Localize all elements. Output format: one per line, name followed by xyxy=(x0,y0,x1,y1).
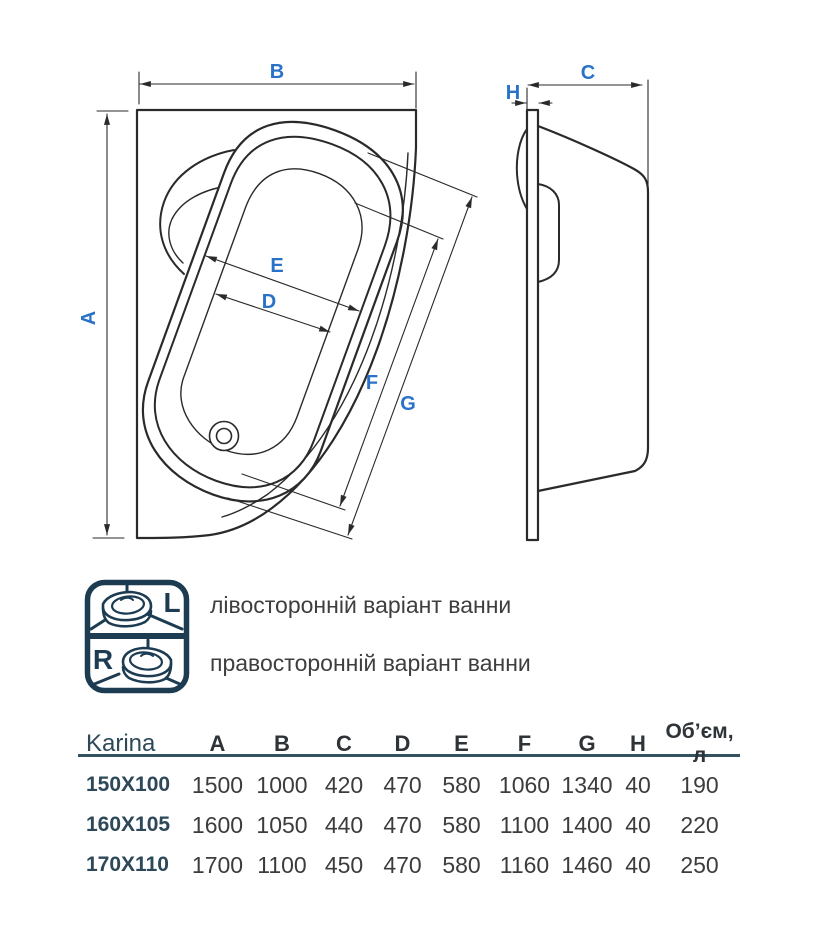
dim-label-g: G xyxy=(400,393,416,415)
value-a: 1700 xyxy=(191,851,244,878)
value-e: 580 xyxy=(442,811,481,838)
col-header-h: H xyxy=(630,731,646,756)
value-volume: 220 xyxy=(680,811,719,838)
value-f: 1160 xyxy=(499,851,550,878)
top-view xyxy=(93,72,477,539)
col-header-g: G xyxy=(578,731,596,756)
value-e: 580 xyxy=(442,771,481,798)
value-volume: 190 xyxy=(680,771,719,798)
value-d: 470 xyxy=(383,811,422,838)
orientation-variant-icon xyxy=(84,579,190,695)
value-volume: 250 xyxy=(680,851,719,878)
dimension-c xyxy=(527,80,648,188)
value-h: 40 xyxy=(625,851,651,878)
dim-label-f: F xyxy=(365,372,379,394)
value-b: 1100 xyxy=(257,851,307,878)
side-body-profile xyxy=(538,126,648,491)
right-variant-caption: правосторонній варіант ванни xyxy=(210,650,531,676)
value-h: 40 xyxy=(625,811,651,838)
dim-label-b: B xyxy=(269,61,285,83)
dim-label-h: H xyxy=(505,82,521,104)
col-header-volume: Об’єм, л xyxy=(665,720,734,767)
value-a: 1500 xyxy=(191,771,244,798)
col-header-c: C xyxy=(336,731,352,756)
row-size: 170X110 xyxy=(86,853,169,876)
dim-label-d: D xyxy=(261,291,277,313)
table-row xyxy=(78,765,740,805)
value-h: 40 xyxy=(625,771,651,798)
row-size: 160X105 xyxy=(86,813,171,836)
value-c: 450 xyxy=(324,851,364,878)
value-f: 1060 xyxy=(498,771,551,798)
col-header-e: E xyxy=(454,731,469,756)
value-g: 1460 xyxy=(561,851,613,878)
value-c: 420 xyxy=(324,771,364,798)
side-seat-profile xyxy=(538,184,559,282)
dim-label-c: C xyxy=(580,62,596,84)
value-e: 580 xyxy=(442,851,481,878)
value-b: 1000 xyxy=(256,771,308,798)
value-f: 1100 xyxy=(499,811,550,838)
row-size: 150X100 xyxy=(86,773,171,796)
dim-label-e: E xyxy=(270,255,284,277)
dim-label-a: A xyxy=(78,310,100,326)
right-variant-letter: R xyxy=(92,644,114,675)
col-header-d: D xyxy=(394,731,411,756)
side-rim-apron xyxy=(527,110,538,540)
model-name: Karina xyxy=(86,730,156,757)
value-d: 470 xyxy=(383,771,422,798)
dimensions-table xyxy=(78,720,740,885)
col-header-a: A xyxy=(209,731,226,756)
table-row xyxy=(78,845,740,885)
value-a: 1600 xyxy=(191,811,244,838)
value-g: 1400 xyxy=(561,811,613,838)
table-header-row xyxy=(78,720,740,767)
side-front-bump xyxy=(517,129,527,209)
col-header-b: B xyxy=(274,731,290,756)
col-header-f: F xyxy=(517,731,532,756)
table-row xyxy=(78,805,740,845)
value-c: 440 xyxy=(324,811,364,838)
value-g: 1340 xyxy=(561,771,613,798)
value-b: 1050 xyxy=(256,811,308,838)
left-variant-letter: L xyxy=(163,587,181,618)
left-variant-caption: лівосторонній варіант ванни xyxy=(210,592,512,618)
side-view xyxy=(512,80,648,540)
value-d: 470 xyxy=(383,851,422,878)
drain-outer-circle xyxy=(210,422,239,451)
